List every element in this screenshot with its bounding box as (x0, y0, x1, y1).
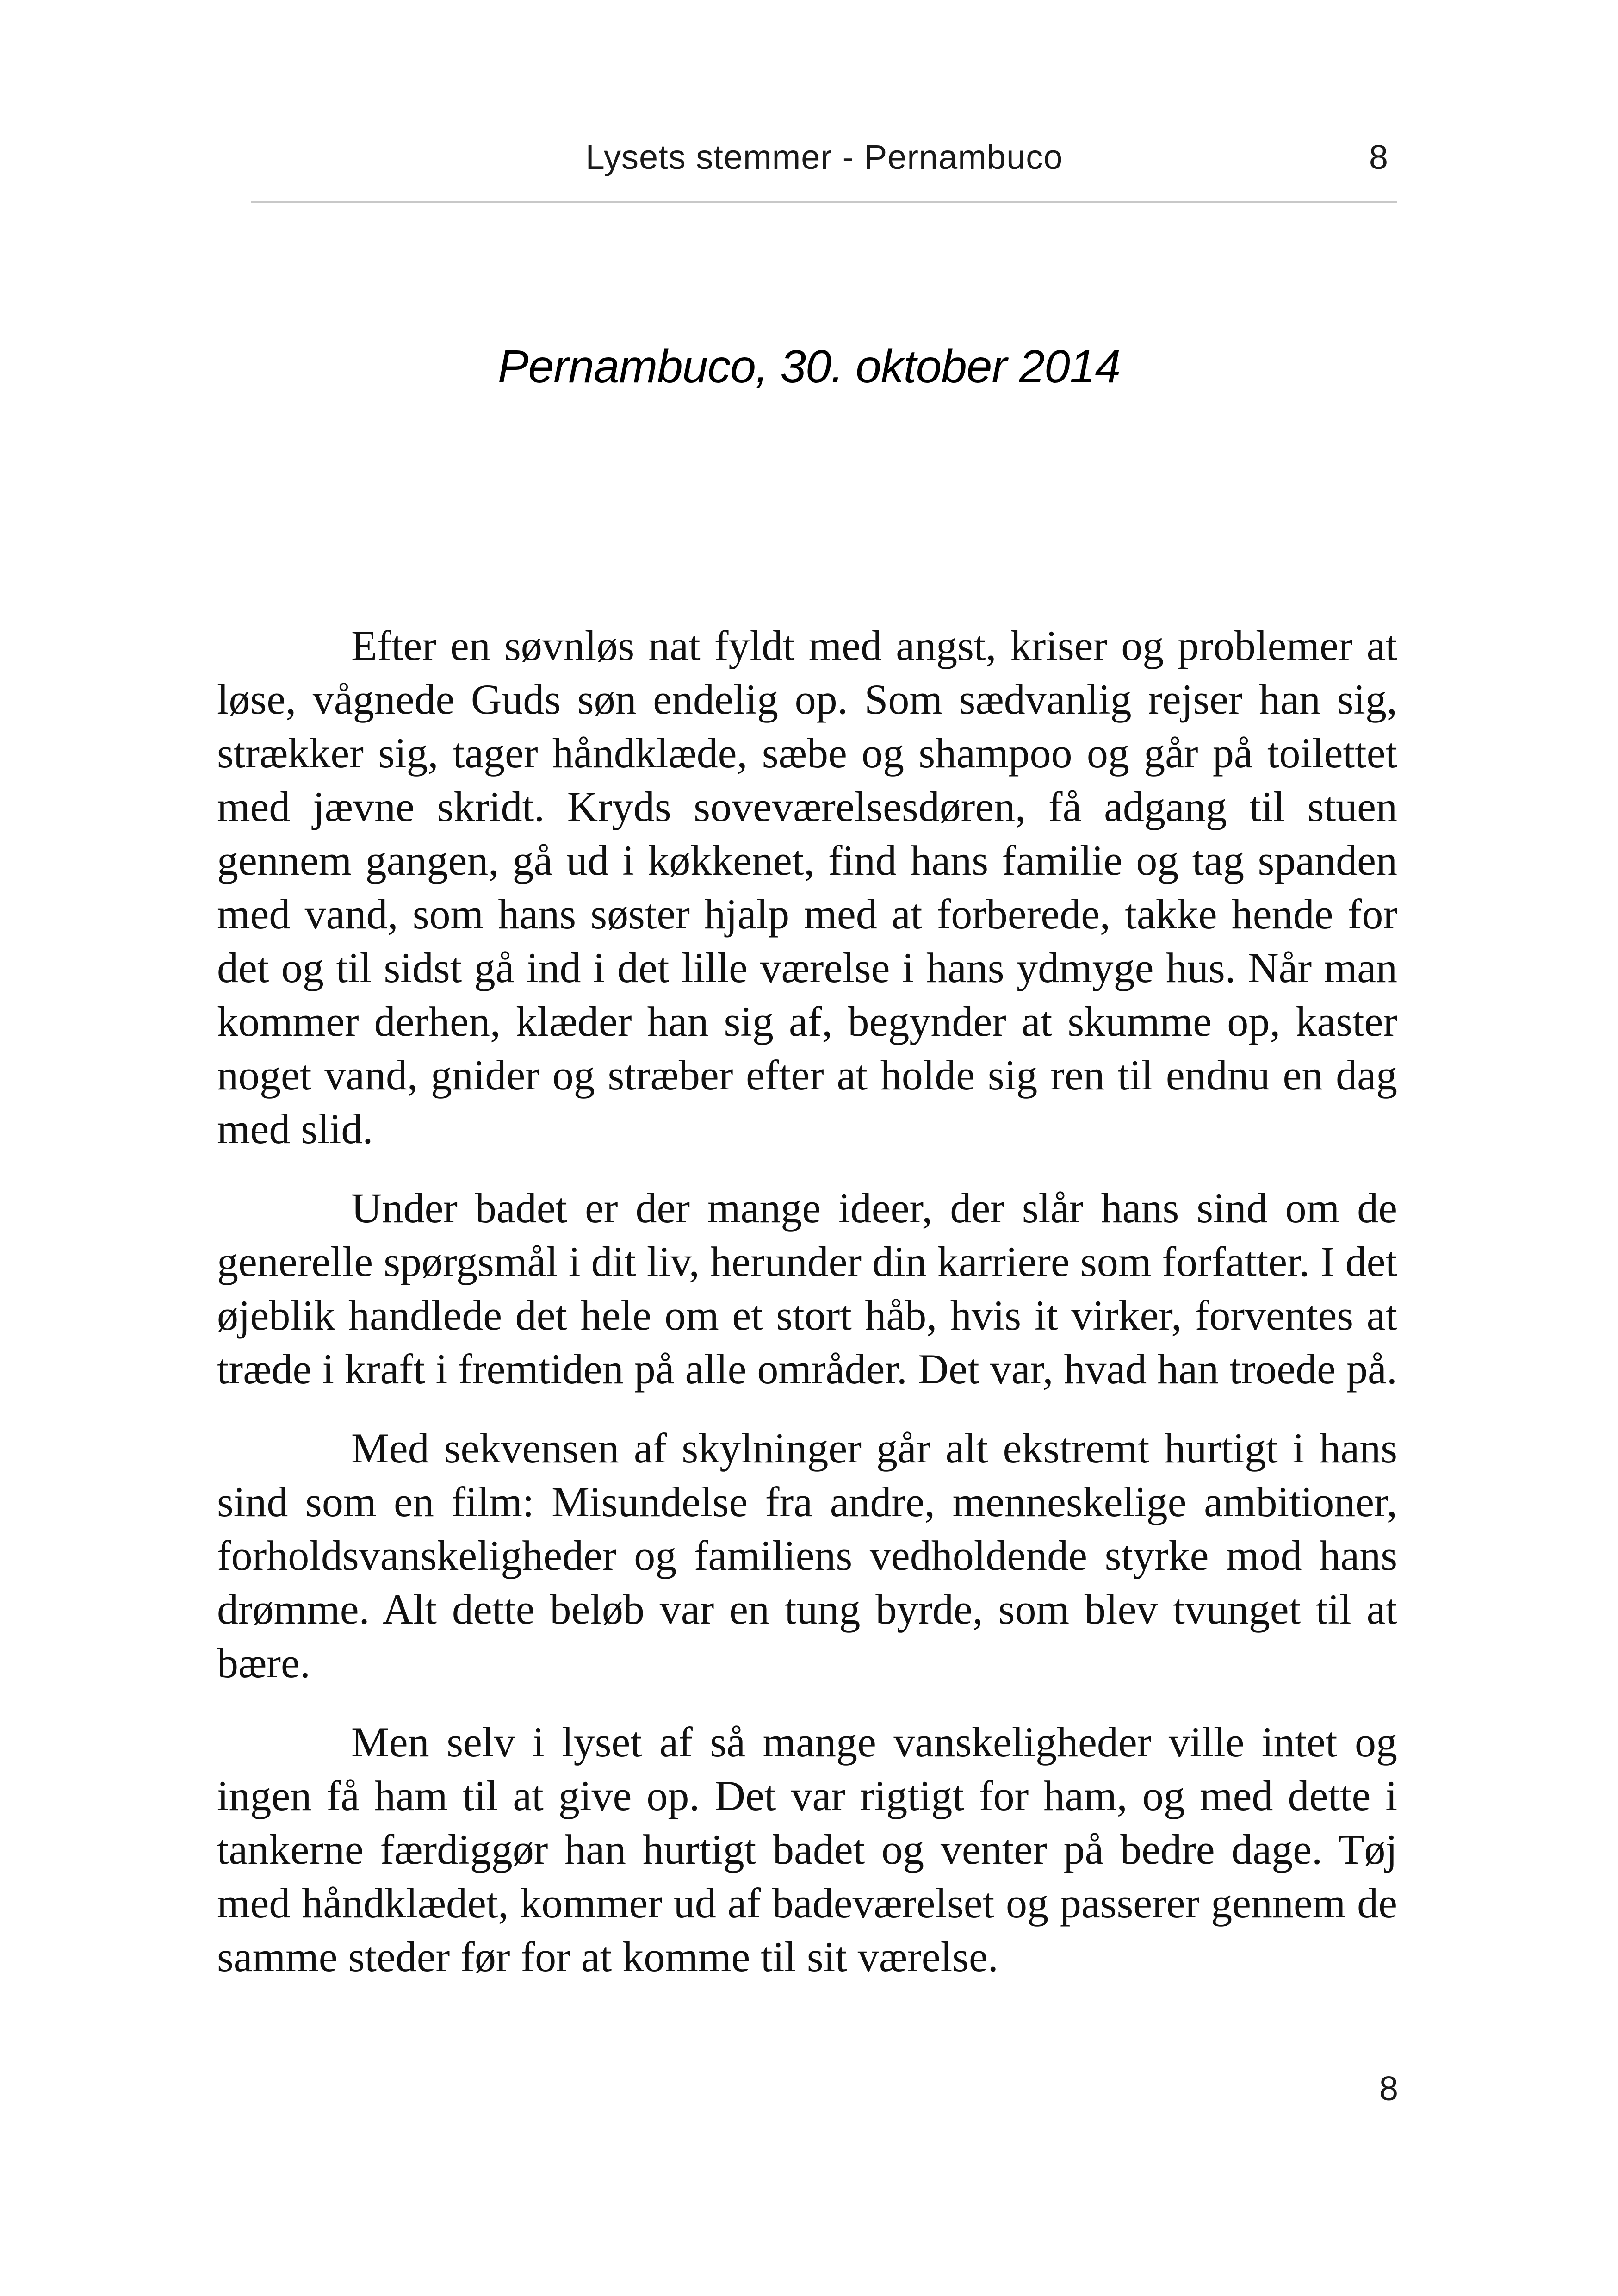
header-title: Lysets stemmer - Pernambuco (585, 138, 1063, 176)
paragraph: Under badet er der mange ideer, der slår hans sind om de generelle spørgsmål i dit liv, herunder din karriere som forfatter. I det øjeblik handlede det hele om et stort håb, hvis it virker, forventes at træde i kraft i fremtiden på alle områder. Det var, hvad han troede på. (217, 1184, 1397, 1393)
paragraph: Med sekvensen af skylninger går alt ekstremt hurtigt i hans sind som en film: Misundelse fra andre, menneskelige ambitioner, forholdsvanskeligheder og familiens vedholdende styrke mod hans drømme. Alt dette beløb var en tung byrde, som blev tvunget til at bære. (217, 1425, 1397, 1686)
paragraph: Efter en søvnløs nat fyldt med angst, kriser og problemer at løse, vågnede Guds søn endelig op. Som sædvanlig rejser han sig, strækker sig, tager håndklæde, sæbe og shampoo og går på toilettet med jævne skridt. Kryds soveværelsesdøren, få adgang til stuen gennem gangen, gå ud i køkkenet, find hans familie og tag spanden med vand, som hans søster hjalp med at forberede, takke hende for det og til sidst gå ind i det lille værelse i hans ydmyge hus. Når man kommer derhen, klæder han sig af, begynder at skumme op, kaster noget vand, gnider og stræber efter at holde sig ren til endnu en dag med slid. (217, 622, 1397, 1152)
paragraph: Men selv i lyset af så mange vanskeligheder ville intet og ingen få ham til at give op. Det var rigtigt for ham, og med dette i tankerne færdiggør han hurtigt badet og venter på bedre dage. Tøj med håndklædet, kommer ud af badeværelset og passerer gennem de samme steder før for at komme til sit værelse. (217, 1718, 1397, 1980)
body-text (217, 619, 1397, 1984)
footer-page-number: 8 (1379, 2069, 1398, 2108)
running-header (251, 132, 1397, 203)
header-page-number: 8 (1369, 138, 1388, 176)
chapter-title: Pernambuco, 30. oktober 2014 (497, 341, 1121, 392)
